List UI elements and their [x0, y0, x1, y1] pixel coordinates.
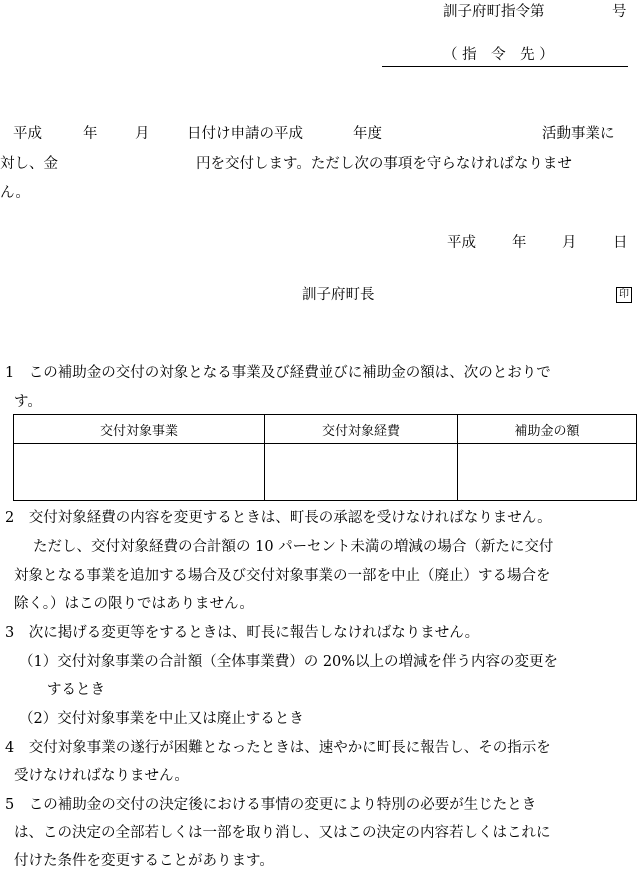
item-3-sub-2: （2）交付対象事業を中止又は廃止するとき: [19, 711, 304, 727]
date-day: 日: [613, 235, 628, 251]
application-date-text: 日付け申請の平成: [187, 126, 303, 142]
application-era: 平成: [13, 126, 42, 142]
item-1-line-1: 1 この補助金の交付の対象となる事業及び経費並びに補助金の額は、次のとおりで: [5, 365, 551, 381]
fiscal-year-text: 年度: [353, 126, 382, 142]
item-2-line-2: ただし、交付対象経費の合計額の 10 パーセント未満の増減の場合（新たに交付: [33, 539, 554, 555]
table-cell-project: [14, 444, 265, 501]
item-5-line-2: は、この決定の全部若しくは一部を取り消し、又はこの決定の内容若しくはこれに: [14, 825, 551, 841]
item-5-line-1: 5 この補助金の交付の決定後における事情の変更により特別の必要が生じたとき: [5, 797, 537, 813]
issuer-name: 訓子府町長: [302, 287, 375, 303]
application-year: 年: [83, 126, 98, 142]
table-header-project: 交付対象事業: [14, 415, 265, 444]
item-2-line-3: 対象となる事業を追加する場合及び交付対象事業の一部を中止（廃止）する場合を: [14, 568, 551, 584]
order-number-label: 訓子府町指令第: [443, 4, 545, 20]
date-era: 平成: [447, 235, 476, 251]
date-year: 年: [512, 235, 527, 251]
paragraph-end: ん。: [0, 185, 30, 201]
item-3-sub-1-line-1: （1）交付対象事業の合計額（全体事業費）の 20%以上の増減を伴う内容の変更を: [19, 654, 559, 670]
item-4-line-2: 受けなければなりません。: [14, 768, 189, 784]
grant-table: [13, 414, 637, 501]
table-header-amount: 補助金の額: [458, 415, 637, 444]
date-month: 月: [562, 235, 577, 251]
application-month: 月: [135, 126, 150, 142]
recipient-underline: [382, 66, 628, 67]
item-5-line-3: 付けた条件を変更することがあります。: [14, 853, 274, 869]
order-number-suffix: 号: [612, 4, 627, 20]
table-header-cost: 交付対象経費: [265, 415, 458, 444]
recipient-label: （ 指 令 先 ）: [443, 47, 554, 63]
seal-stamp: 印: [616, 287, 632, 303]
table-cell-cost: [265, 444, 458, 501]
item-2-line-1: 2 交付対象経費の内容を変更するときは、町長の承認を受けなければなりません。: [5, 510, 552, 526]
amount-suffix-text: 円を交付します。ただし次の事項を守らなければなりませ: [196, 156, 572, 172]
item-3-sub-1-line-2: するとき: [47, 682, 105, 698]
activity-text: 活動事業に: [542, 126, 615, 142]
item-4-line-1: 4 交付対象事業の遂行が困難となったときは、速やかに町長に報告し、その指示を: [5, 740, 551, 756]
item-2-line-4: 除く。）はこの限りではありません。: [14, 596, 254, 612]
table-cell-amount: [458, 444, 637, 501]
item-3-line-1: 3 次に掲げる変更等をするときは、町長に報告しなければなりません。: [5, 625, 480, 641]
item-1-line-2: す。: [14, 394, 42, 410]
amount-prefix: 対し、金: [0, 156, 58, 172]
